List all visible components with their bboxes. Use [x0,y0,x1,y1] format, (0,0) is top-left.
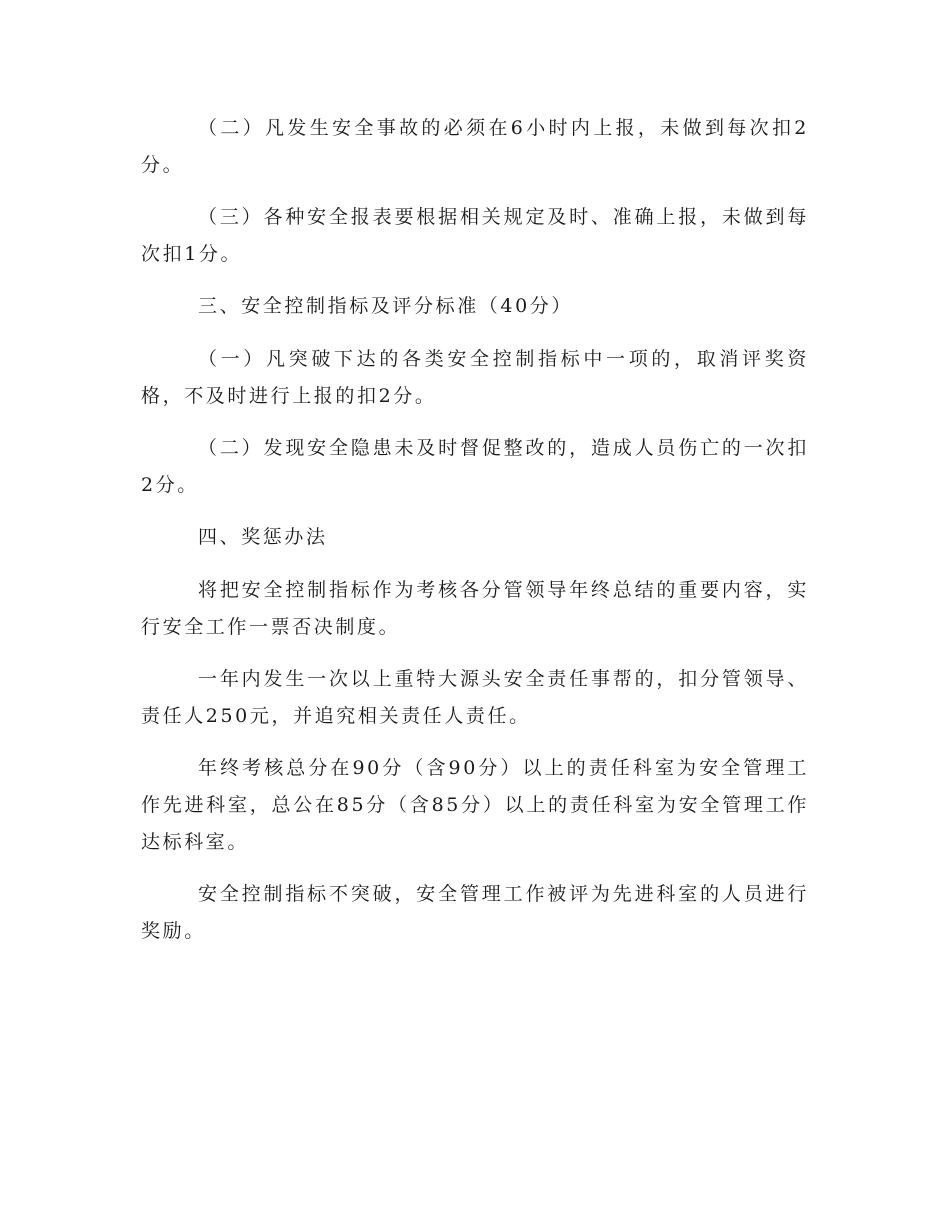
paragraph-safety-reports: （三）各种安全报表要根据相关规定及时、准确上报，未做到每次扣1分。 [141,206,809,265]
section-heading-control-indicators: 三、安全控制指标及评分标准（40分） [198,295,573,317]
section-heading-rewards-penalties: 四、奖惩办法 [198,526,328,548]
paragraph-indicator-breach: （一）凡突破下达的各类安全控制指标中一项的，取消评奖资格，不及时进行上报的扣2分。 [141,348,809,407]
paragraph-advanced-department-criteria: 年终考核总分在90分（含90分）以上的责任科室为安全管理工作先进科室，总公在85分（含85分）以上的责任科室为安全管理工作达标科室。 [141,757,809,853]
paragraph-accident-report: （二）凡发生安全事故的必须在6小时内上报，未做到每次扣2分。 [141,117,809,176]
paragraph-major-accident-penalty: 一年内发生一次以上重特大源头安全责任事帮的，扣分管领导、责任人250元，并追究相关责任人责任。 [141,668,809,727]
paragraph-year-end-assessment: 将把安全控制指标作为考核各分管领导年终总结的重要内容，实行安全工作一票否决制度。 [141,579,809,638]
paragraph-rewards: 安全控制指标不突破，安全管理工作被评为先进科室的人员进行奖励。 [141,883,809,942]
paragraph-hazard-rectification: （二）发现安全隐患未及时督促整改的，造成人员伤亡的一次扣2分。 [141,437,809,496]
